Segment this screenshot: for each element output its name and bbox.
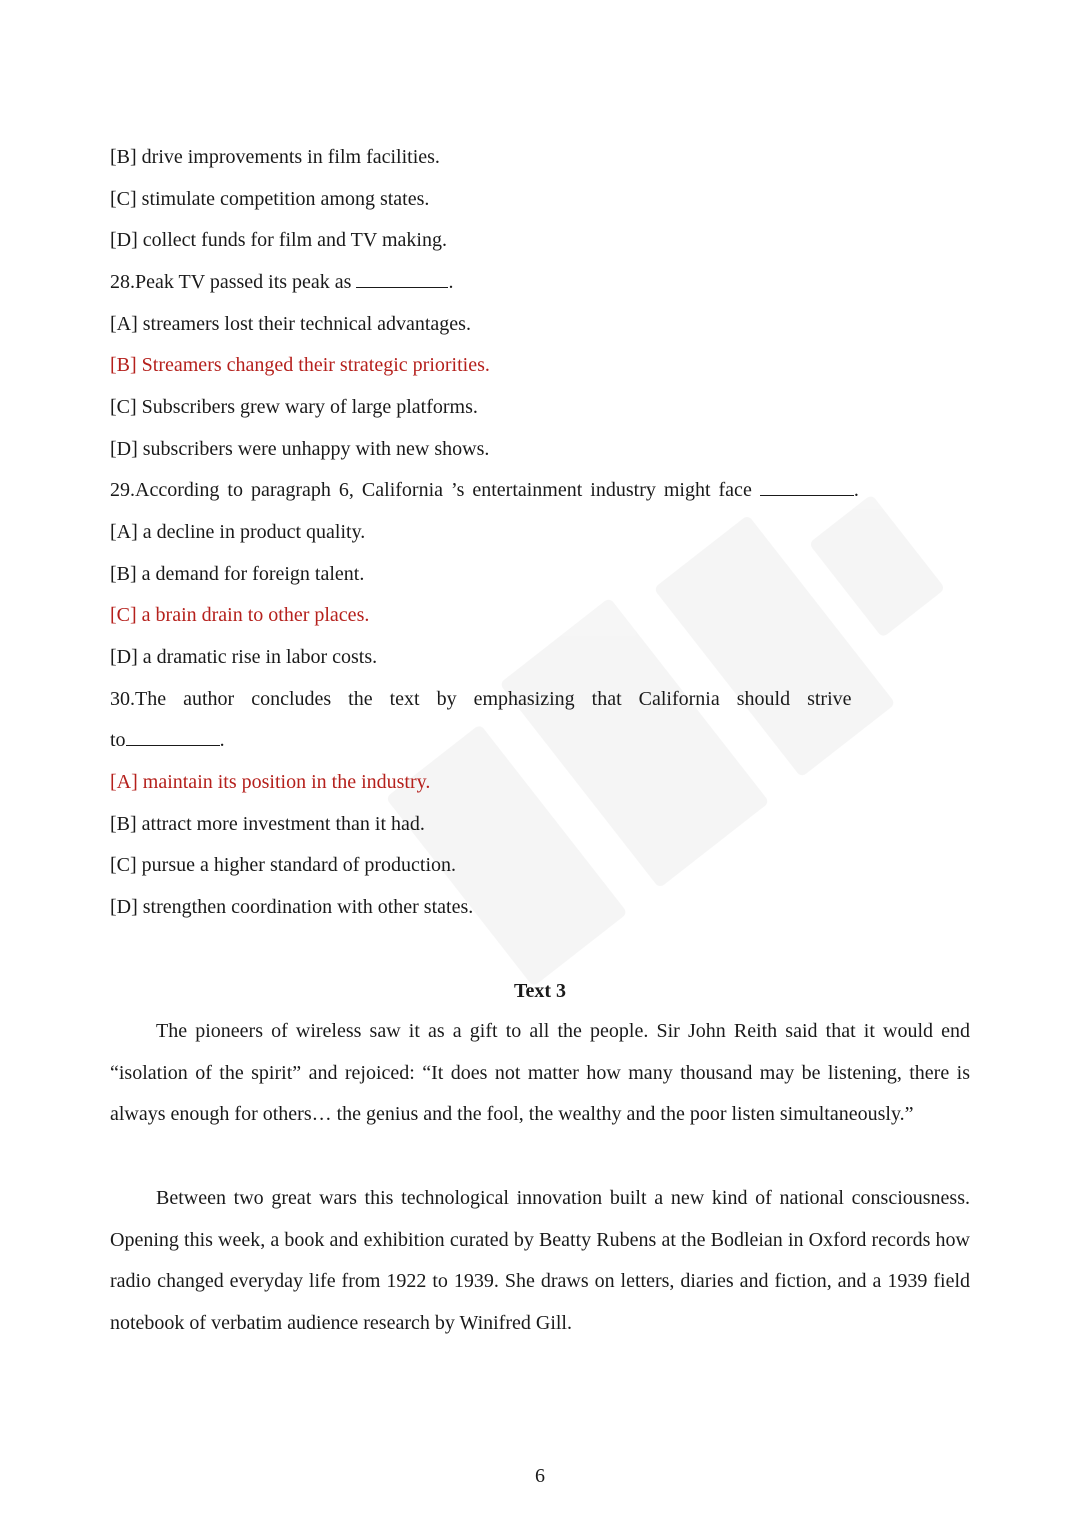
text3-paragraph-1: The pioneers of wireless saw it as a gift to all the people. Sir John Reith said that it would end “isolation of the spirit” and rejoiced: “It does not matter how many thousand may be listening, there is always enough for others… the genius and the fool, the wealthy and the poor listen simultaneously.” <box>110 1020 970 1126</box>
q29-option-d: [D] a dramatic rise in labor costs. <box>110 646 378 668</box>
q30-stem-continued <box>110 726 225 754</box>
q28-option-d: [D] subscribers were unhappy with new shows. <box>110 438 490 460</box>
q27-option-c: [C] stimulate competition among states. <box>110 188 430 210</box>
q28-option-a: [A] streamers lost their technical advantages. <box>110 313 471 335</box>
q29-option-a: [A] a decline in product quality. <box>110 521 366 543</box>
q30-option-a-answer: [A] maintain its position in the industry. <box>110 771 431 793</box>
q28-stem-end: . <box>448 271 454 293</box>
q28-option-c: [C] Subscribers grew wary of large platforms. <box>110 396 478 418</box>
q28-stem <box>110 268 453 296</box>
q28-stem-text: 28.Peak TV passed its peak as <box>110 271 357 293</box>
q28-option-b-answer: [B] Streamers changed their strategic priorities. <box>110 354 490 376</box>
q30-option-b: [B] attract more investment than it had. <box>110 813 425 835</box>
page-number: 6 <box>535 1465 545 1487</box>
q29-option-c-answer: [C] a brain drain to other places. <box>110 604 370 626</box>
q29-stem-text: 29.According to paragraph 6, California ’s entertainment industry might face <box>110 479 760 501</box>
q30-stem-to: to <box>110 729 126 751</box>
q28-answer-blank <box>356 269 448 288</box>
q30-answer-blank <box>126 727 220 746</box>
q30-stem: 30.The author concludes the text by emphasizing that California should strive <box>110 688 852 710</box>
q27-option-d: [D] collect funds for film and TV making. <box>110 229 447 251</box>
section-title: Text 3 <box>513 980 567 1002</box>
q30-option-c: [C] pursue a higher standard of production. <box>110 854 457 876</box>
q29-stem-end: . <box>853 479 859 501</box>
q29-stem <box>110 476 970 504</box>
q29-answer-blank <box>760 477 854 496</box>
q30-option-d: [D] strengthen coordination with other states. <box>110 896 474 918</box>
text3-paragraph-2: Between two great wars this technological innovation built a new kind of national consciousness. Opening this week, a book and exhibition curated by Beatty Rubens at the Bodleian in Oxford records how radio changed everyday life from 1922 to 1939. She draws on letters, diaries and fiction, and a 1939 field notebook of verbatim audience research by Winifred Gill. <box>110 1187 970 1335</box>
q27-option-b: [B] drive improvements in film facilities. <box>110 146 440 168</box>
q30-stem-end: . <box>219 729 225 751</box>
q29-option-b: [B] a demand for foreign talent. <box>110 563 365 585</box>
